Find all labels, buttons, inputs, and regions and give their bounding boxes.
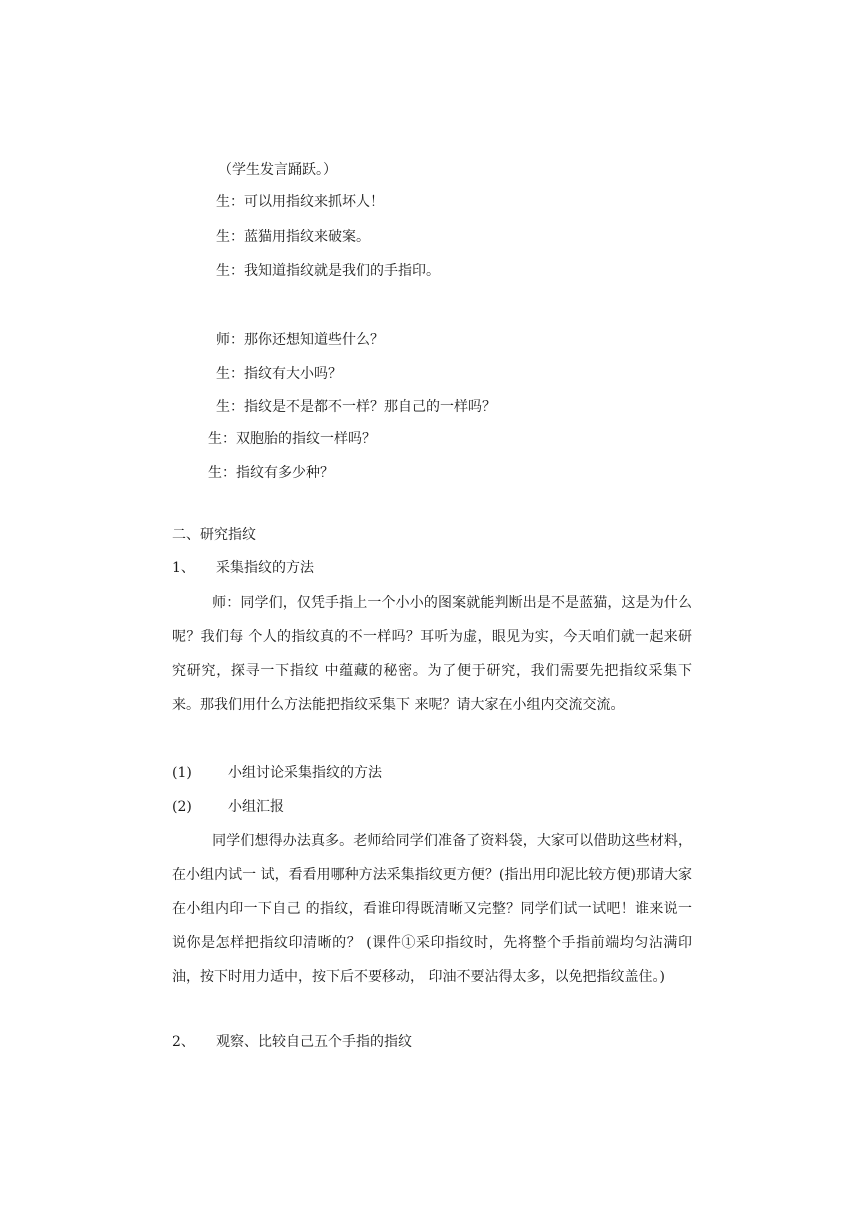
list-item [172,1032,412,1052]
list-item-number: 2、 [172,1034,195,1050]
dialogue-line: 师：那你还想知道些什么？ [216,332,384,348]
section-title: 二、研究指纹 [172,527,256,543]
dialogue-line: 生：指纹有多少种？ [208,465,334,481]
dialogue-line: 生：我知道指纹就是我们的手指印。 [216,263,440,279]
dialogue-line: （学生发言踊跃。） [218,162,337,178]
dialogue-line: 生：蓝猫用指纹来破案。 [216,229,370,245]
sub-item [172,797,284,817]
sub-item-number: (2) [172,799,192,815]
sub-item-number: (1) [172,765,192,781]
dialogue-line: 生：可以用指纹来抓坏人！ [216,194,384,210]
paragraph [172,586,692,722]
sub-item-text: 小组讨论采集指纹的方法 [228,765,382,781]
sub-item-text: 小组汇报 [228,799,284,815]
paragraph-text: 同学们想得办法真多。老师给同学们准备了资料袋，大家可以借助这些材料，在小组内试一 试，看看用哪种方法采集指纹更方便？(指出用印泥比较方便)那请大家在小组内印一下自己 的指纹，看谁印得既清晰又完整？同学们试一试吧！谁来说一说你是怎样把指纹印清晰的？ (课件①采印指纹时，先将整个手指前端均匀沾满印油，按下时用力适中，按下后不要移动， 印油不要沾得太多，以免把指纹盖住。) [172,833,692,985]
list-item [172,558,314,578]
list-item-number: 1、 [172,560,195,576]
list-item-text: 观察、比较自己五个手指的指纹 [216,1034,412,1050]
dialogue-line: 生：指纹有大小吗？ [216,366,342,382]
sub-item [172,763,382,783]
paragraph [172,824,692,994]
dialogue-line: 生：指纹是不是都不一样？那自己的一样吗？ [216,399,496,415]
paragraph-text: 师：同学们，仅凭手指上一个小小的图案就能判断出是不是蓝猫，这是为什么呢？我们每 个人的指纹真的不一样吗？耳听为虚，眼见为实，今天咱们就一起来研究研究，探寻一下指纹 中蕴藏的秘密。为了便于研究，我们需要先把指纹采集下来。那我们用什么方法能把指纹采集下 来呢？请大家在小组内交流交流。 [172,595,692,713]
list-item-text: 采集指纹的方法 [216,560,314,576]
dialogue-line: 生：双胞胎的指纹一样吗？ [208,431,376,447]
